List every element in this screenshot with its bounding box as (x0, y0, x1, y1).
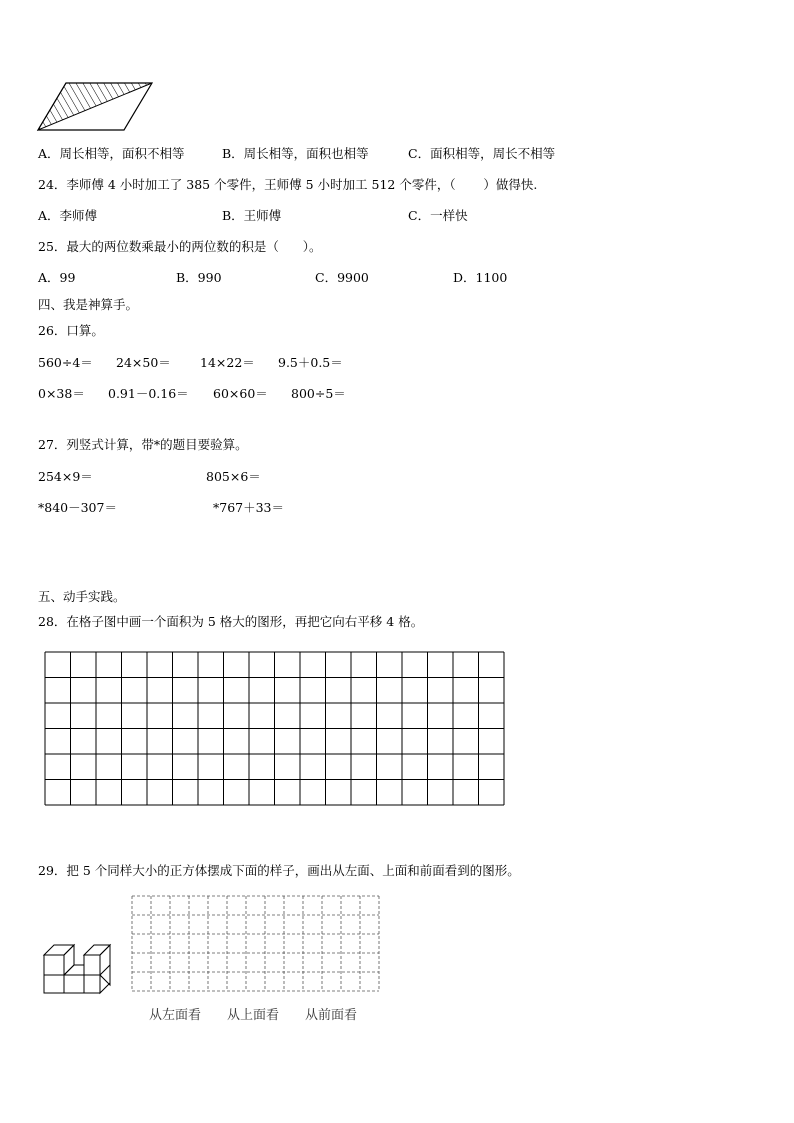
q27-item: 254×9＝ (38, 469, 93, 484)
q25-question: 25．最大的两位数乘最小的两位数的积是（ ）。 (38, 239, 322, 254)
q23-option-c: C．面积相等，周长不相等 (408, 146, 556, 161)
q24-option-c: C．一样快 (408, 208, 468, 223)
q27-item: 805×6＝ (206, 469, 261, 484)
q26-item: 800÷5＝ (291, 386, 346, 401)
q29-question: 29．把 5 个同样大小的正方体摆成下面的样子，画出从左面、上面和前面看到的图形。 (38, 863, 520, 878)
q25-option-c: C．9900 (315, 270, 369, 285)
q26-item: 24×50＝ (116, 355, 171, 370)
q25-option-b: B．990 (176, 270, 222, 285)
q27-question: 27．列竖式计算，带*的题目要验算。 (38, 437, 248, 452)
q26-item: 0.91－0.16＝ (108, 386, 189, 401)
caption-top-view: 从上面看 (227, 1008, 280, 1023)
q25-option-d: D．1100 (453, 270, 508, 285)
q26-item: 14×22＝ (200, 355, 255, 370)
q26-item: 560÷4＝ (38, 355, 93, 370)
q26-question: 26．口算。 (38, 323, 104, 338)
section-5-title: 五、动手实践。 (38, 589, 126, 604)
q27-item: *840－307＝ (38, 500, 117, 515)
q26-item: 60×60＝ (213, 386, 268, 401)
q26-item: 0×38＝ (38, 386, 85, 401)
q25-option-a: A．99 (38, 270, 76, 285)
q23-option-a: A．周长相等，面积不相等 (38, 146, 185, 161)
section-4-title: 四、我是神算手。 (38, 297, 139, 312)
caption-left-view: 从左面看 (149, 1008, 202, 1023)
q28-question: 28．在格子图中画一个面积为 5 格大的图形，再把它向右平移 4 格。 (38, 614, 424, 629)
q24-option-b: B．王师傅 (222, 208, 282, 223)
q24-question: 24．李师傅 4 小时加工了 385 个零件，王师傅 5 小时加工 512 个零件，（ ）做得快. (38, 177, 538, 192)
q24-option-a: A．李师傅 (38, 208, 98, 223)
q26-item: 9.5＋0.5＝ (278, 355, 343, 370)
caption-front-view: 从前面看 (305, 1008, 358, 1023)
q27-item: *767＋33＝ (213, 500, 285, 515)
q23-option-b: B．周长相等，面积也相等 (222, 146, 369, 161)
